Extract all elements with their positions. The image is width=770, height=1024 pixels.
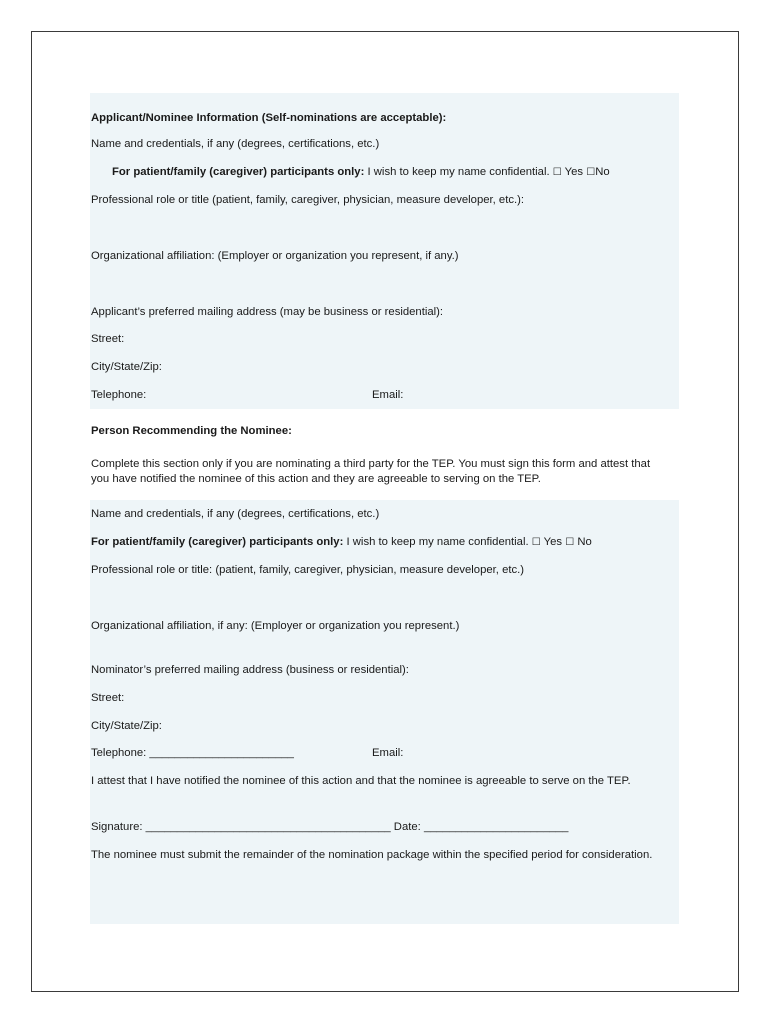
applicant-city-label: City/State/Zip: [91, 361, 162, 373]
applicant-affiliation-label: Organizational affiliation: (Employer or organization you represent, if any.) [91, 250, 459, 262]
applicant-role-label: Professional role or title (patient, family, caregiver, physician, measure developer, etc.): [91, 194, 525, 206]
nominator-attestation: I attest that I have notified the nominee of this action and that the nominee is agreeable to serve on the TEP. [91, 775, 631, 787]
nominator-email-label: Email: [372, 747, 404, 759]
applicant-telephone-label: Telephone: [91, 389, 147, 401]
nominator-confidential-row [91, 535, 592, 550]
nominator-city-label: City/State/Zip: [91, 720, 162, 732]
nominator-instructions: Complete this section only if you are nominating a third party for the TEP. You must sign this form and attest that you have notified the nominee of this action and they are agreeable to serving on the TEP. [91, 458, 651, 485]
applicant-confidential-text: I wish to keep my name confidential. [364, 166, 550, 178]
nominator-role-label: Professional role or title: (patient, family, caregiver, physician, measure developer, etc.) [91, 564, 525, 576]
nominator-yes-label: Yes [543, 536, 563, 548]
nominator-no-label: No [577, 536, 592, 548]
applicant-section-heading: Applicant/Nominee Information (Self-nominations are acceptable): [91, 112, 447, 124]
applicant-confidential-bold: For patient/family (caregiver) participants only: [112, 166, 365, 178]
applicant-name-credentials-label: Name and credentials, if any (degrees, certifications, etc.) [91, 138, 380, 150]
nominator-confidential-bold: For patient/family (caregiver) participants only: [91, 536, 344, 548]
applicant-no-checkbox[interactable]: ☐ [586, 167, 596, 178]
nominator-yes-checkbox[interactable]: ☐ [531, 537, 541, 548]
applicant-email-label: Email: [372, 389, 404, 401]
nominator-confidential-text: I wish to keep my name confidential. [343, 536, 529, 548]
nominator-affiliation-label: Organizational affiliation, if any: (Employer or organization you represent.) [91, 620, 460, 632]
nominator-street-label: Street: [91, 692, 125, 704]
applicant-no-label: No [595, 166, 610, 178]
nominator-telephone-field[interactable]: Telephone: _______________________ [91, 747, 294, 759]
applicant-mailing-label: Applicant’s preferred mailing address (may be business or residential): [91, 306, 444, 318]
nominator-closing-note: The nominee must submit the remainder of the nomination package within the specified period for consideration. [91, 849, 653, 861]
applicant-confidential-row [112, 165, 610, 180]
applicant-yes-label: Yes [564, 166, 584, 178]
nominator-signature-date-field[interactable]: Signature: _______________________________________ Date: _______________________ [91, 821, 569, 833]
nominator-mailing-label: Nominator’s preferred mailing address (business or residential): [91, 664, 409, 676]
nominator-section-heading: Person Recommending the Nominee: [91, 425, 292, 437]
applicant-street-label: Street: [91, 333, 125, 345]
nominator-name-credentials-label: Name and credentials, if any (degrees, certifications, etc.) [91, 508, 380, 520]
nominator-no-checkbox[interactable]: ☐ [565, 537, 575, 548]
applicant-yes-checkbox[interactable]: ☐ [552, 167, 562, 178]
